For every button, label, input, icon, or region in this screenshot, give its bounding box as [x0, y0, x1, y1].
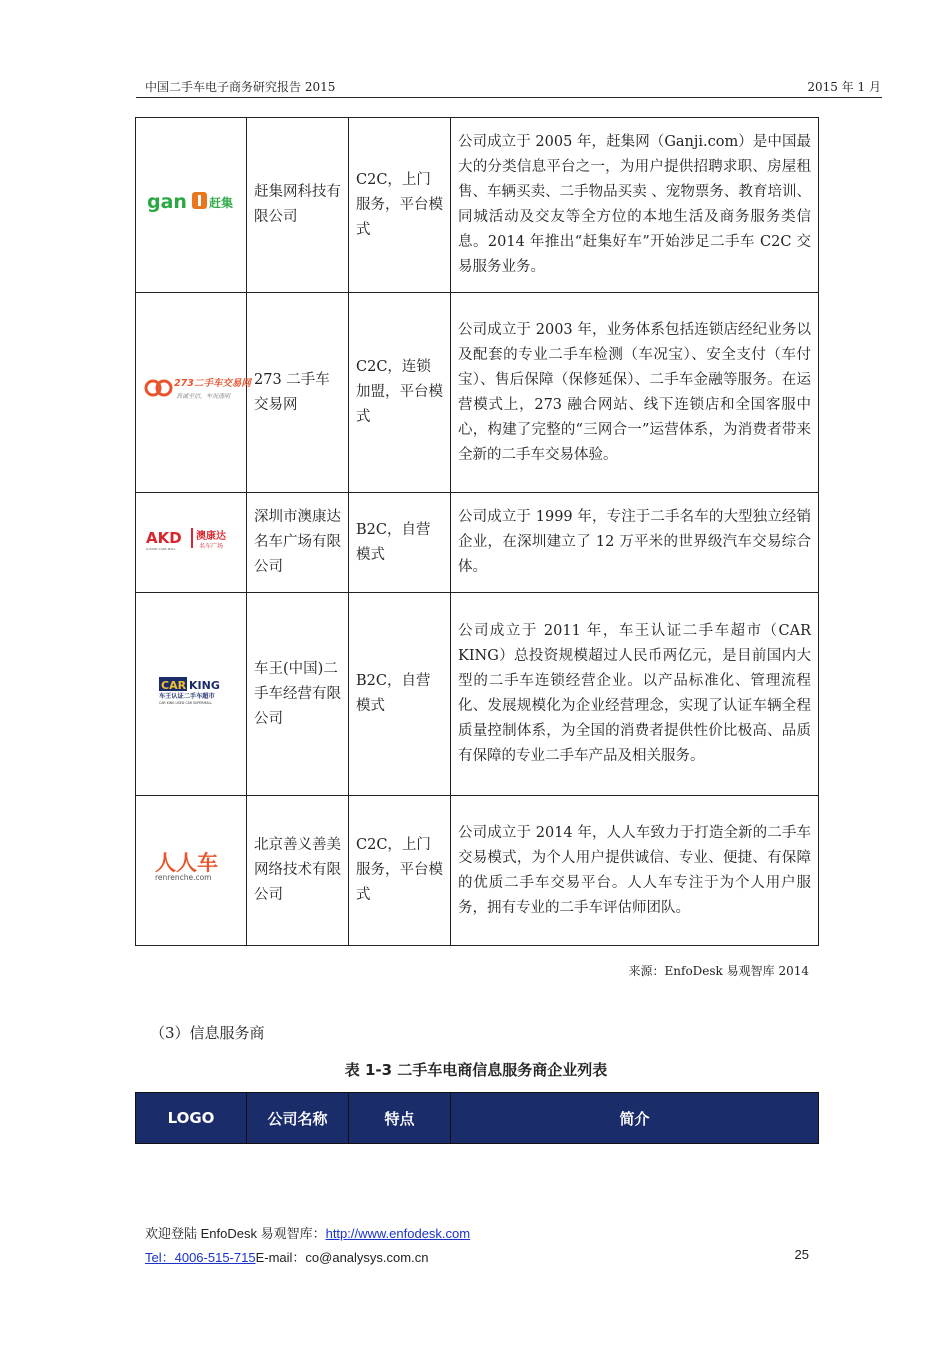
logo-cell: [136, 118, 247, 293]
logo-cell: [136, 493, 247, 593]
company-description: 公司成立于 2005 年，赶集网（Ganji.com）是中国最大的分类信息平台之一，为用户提供招聘求职、房屋租售、车辆买卖、二手物品买卖 、宠物票务、教育培训、同城活动及交友等全方位的本地生活及商务服务类信息。2014 年推出“赶集好车”开始涉足二手车 C2C 交易服务业务。: [451, 118, 819, 293]
renrenche-logo: [143, 846, 239, 886]
header-cell-logo: LOGO: [136, 1093, 247, 1144]
table-row: [136, 293, 819, 493]
website-link[interactable]: http://www.enfodesk.com: [325, 1226, 471, 1241]
page-header: [145, 78, 881, 96]
akd-logo-main: AKD: [146, 529, 182, 547]
logo-cell: [136, 293, 251, 493]
carking-logo-car: CAR: [161, 678, 187, 692]
akd-logo: [143, 523, 239, 553]
logo-cell: [136, 796, 247, 946]
table-row: [136, 593, 819, 796]
company-description: 公司成立于 2014 年，人人车致力于打造全新的二手车交易模式，为个人用户提供诚信、专业、便捷、有保障的优质二手车交易平台。人人车专注于为个人用户服务，拥有专业的二手车评估师团队。: [451, 796, 819, 946]
273-logo-main: 273二手车交易网: [174, 378, 251, 389]
company-feature: B2C，自营模式: [349, 493, 451, 593]
company-name: 273 二手车交易网: [247, 293, 349, 493]
carking-logo: [143, 672, 239, 708]
table-row: [136, 796, 819, 946]
table-row: [136, 493, 819, 593]
273-logo: [143, 371, 251, 405]
company-feature: C2C，上门服务，平台模式: [349, 796, 451, 946]
header-title: 中国二手车电子商务研究报告 2015: [145, 80, 336, 94]
table-row: [136, 118, 819, 293]
company-feature: B2C，自营模式: [349, 593, 451, 796]
footer-line-1: [145, 1223, 470, 1242]
header-cell-feature: 特点: [349, 1093, 451, 1144]
carking-logo-cn: 车王认证二手车超市: [159, 692, 215, 700]
company-description: 公司成立于 2011 年，车王认证二手车超市（CAR KING）总投资规模超过人民币两亿元，是目前国内大型的二手车连锁经营企业。以产品标准化、管理流程化、发展规模化为企业经营理念，实现了认证车辆全程质量控制体系，为全国的消费者提供性价比极高、品质有保障的专业二手车产品及相关服务。: [451, 593, 819, 796]
header-divider: [136, 97, 882, 98]
footer-welcome: 欢迎登陆 EnfoDesk 易观智库：: [145, 1226, 326, 1241]
logo-cell: [136, 593, 247, 796]
akd-logo-sub: 名车广场: [199, 543, 224, 550]
carking-logo-tiny: CAR KING USED CAR SUPERMALL: [159, 700, 212, 705]
company-feature: C2C，上门服务，平台模式: [349, 118, 451, 293]
tel-link[interactable]: Tel：4006-515-715: [145, 1250, 256, 1265]
273-logo-sub: 真诚至信，车况透明: [176, 393, 231, 400]
renrenche-logo-sub: renrenche.com: [155, 873, 212, 882]
section-heading: （3）信息服务商: [150, 1024, 265, 1042]
table-caption: 表 1-3 二手车电商信息服务商企业列表: [344, 1061, 608, 1079]
header-cell-intro: 简介: [451, 1093, 819, 1144]
ganji-logo-cn: 赶集: [209, 195, 234, 210]
carking-logo-king: KING: [189, 678, 220, 692]
company-name: 深圳市澳康达名车广场有限公司: [247, 493, 349, 593]
akd-logo-cn: 澳康达: [196, 531, 226, 542]
header-cell-company: 公司名称: [247, 1093, 349, 1144]
header-date: 2015 年 1 月: [807, 80, 881, 94]
renrenche-logo-main: 人人车: [155, 851, 218, 875]
company-table: [135, 117, 819, 946]
source-note: 来源：EnfoDesk 易观智库 2014: [628, 964, 809, 978]
company-name: 北京善义善美网络技术有限公司: [247, 796, 349, 946]
company-description: 公司成立于 2003 年，业务体系包括连锁店经纪业务以及配套的专业二手车检测（车况宝）、安全支付（车付宝）、售后保障（保修延保）、二手车金融等服务。在运营模式上，273 融合网站、线下连锁店和全国客服中心，构建了完整的“三网合一”运营体系，为消费者带来全新的二手车交易体验。: [451, 293, 819, 493]
page-number: 25: [794, 1247, 809, 1262]
ganji-logo-main: gan: [147, 190, 187, 213]
ganji-logo: [143, 186, 239, 216]
footer-line-2: [145, 1247, 428, 1266]
company-name: 赶集网科技有限公司: [247, 118, 349, 293]
company-description: 公司成立于 1999 年，专注于二手名车的大型独立经销企业，在深圳建立了 12 万平米的世界级汽车交易综合体。: [451, 493, 819, 593]
company-name: 车王(中国)二手车经营有限公司: [247, 593, 349, 796]
info-provider-table-header: [135, 1092, 819, 1144]
akd-logo-tiny: LUXURY CARS MALL: [146, 547, 176, 551]
footer-email: E-mail：co@analysys.com.cn: [255, 1250, 429, 1265]
company-feature: C2C，连锁加盟，平台模式: [349, 293, 451, 493]
